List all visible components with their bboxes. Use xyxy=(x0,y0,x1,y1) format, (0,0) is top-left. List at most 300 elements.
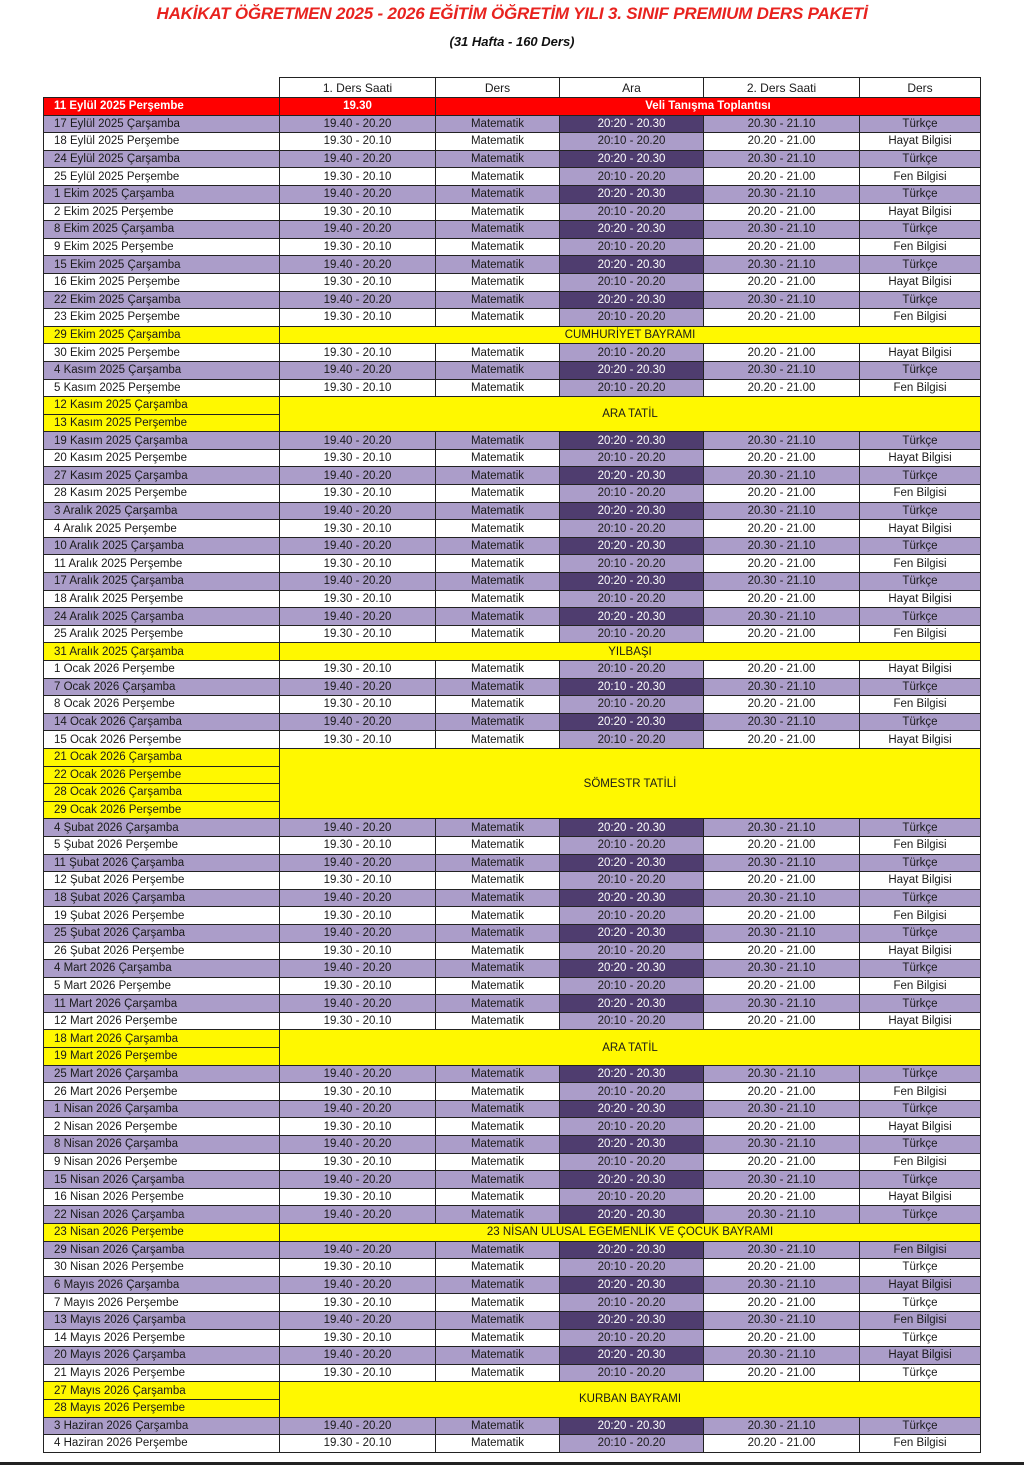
row-date: 15 Nisan 2026 Çarşamba xyxy=(44,1171,280,1189)
second-lesson-time: 20.20 - 21.00 xyxy=(704,1153,860,1171)
first-subject: Matematik xyxy=(436,1364,560,1382)
first-subject: Matematik xyxy=(436,1153,560,1171)
first-subject: Matematik xyxy=(436,1118,560,1136)
lesson-row xyxy=(44,1136,981,1154)
second-lesson-time: 20.30 - 21.10 xyxy=(704,1347,860,1365)
lesson-row xyxy=(44,1012,981,1030)
holiday-label: 23 NİSAN ULUSAL EGEMENLİK VE ÇOCUK BAYRAMI xyxy=(280,1224,981,1242)
second-lesson-time: 20.20 - 21.00 xyxy=(704,625,860,643)
first-lesson-time: 19.40 - 20.20 xyxy=(280,1100,436,1118)
holiday-row xyxy=(44,326,981,344)
lesson-row xyxy=(44,573,981,591)
first-lesson-time: 19.40 - 20.20 xyxy=(280,960,436,978)
first-subject: Matematik xyxy=(436,1329,560,1347)
first-lesson-time: 19.30 - 20.10 xyxy=(280,872,436,890)
lesson-row xyxy=(44,872,981,890)
second-subject: Fen Bilgisi xyxy=(860,485,981,503)
lesson-row xyxy=(44,185,981,203)
first-subject: Matematik xyxy=(436,150,560,168)
second-subject: Fen Bilgisi xyxy=(860,1083,981,1101)
second-lesson-time: 20.30 - 21.10 xyxy=(704,1417,860,1435)
second-lesson-time: 20.30 - 21.10 xyxy=(704,713,860,731)
break-time: 20:10 - 20.20 xyxy=(560,520,704,538)
lesson-row xyxy=(44,889,981,907)
first-lesson-time: 19.40 - 20.20 xyxy=(280,713,436,731)
lesson-row xyxy=(44,1065,981,1083)
second-lesson-time: 20.20 - 21.00 xyxy=(704,661,860,679)
second-subject: Hayat Bilgisi xyxy=(860,590,981,608)
lesson-row xyxy=(44,696,981,714)
lesson-row xyxy=(44,1083,981,1101)
row-date: 4 Şubat 2026 Çarşamba xyxy=(44,819,280,837)
second-subject: Türkçe xyxy=(860,678,981,696)
row-date: 19 Kasım 2025 Çarşamba xyxy=(44,432,280,450)
break-time: 20:20 - 20.30 xyxy=(560,115,704,133)
lesson-row xyxy=(44,1188,981,1206)
break-time: 20:10 - 20.20 xyxy=(560,555,704,573)
first-subject: Matematik xyxy=(436,1435,560,1453)
second-lesson-time: 20.30 - 21.10 xyxy=(704,1241,860,1259)
break-time: 20:10 - 20.20 xyxy=(560,133,704,151)
row-date: 11 Mart 2026 Çarşamba xyxy=(44,995,280,1013)
first-subject: Matematik xyxy=(436,133,560,151)
first-lesson-time: 19.40 - 20.20 xyxy=(280,221,436,239)
first-subject: Matematik xyxy=(436,502,560,520)
second-subject: Türkçe xyxy=(860,291,981,309)
row-date: 28 Kasım 2025 Perşembe xyxy=(44,485,280,503)
lesson-row xyxy=(44,150,981,168)
first-subject: Matematik xyxy=(436,678,560,696)
header-blank xyxy=(44,78,280,98)
break-time: 20:20 - 20.30 xyxy=(560,150,704,168)
lesson-row xyxy=(44,485,981,503)
lesson-row xyxy=(44,819,981,837)
first-lesson-time: 19.30 - 20.10 xyxy=(280,1118,436,1136)
first-subject: Matematik xyxy=(436,221,560,239)
second-lesson-time: 20.30 - 21.10 xyxy=(704,256,860,274)
first-lesson-time: 19.40 - 20.20 xyxy=(280,150,436,168)
second-subject: Fen Bilgisi xyxy=(860,836,981,854)
second-lesson-time: 20.20 - 21.00 xyxy=(704,977,860,995)
second-subject: Türkçe xyxy=(860,150,981,168)
break-time: 20:20 - 20.30 xyxy=(560,1171,704,1189)
row-date: 22 Nisan 2026 Çarşamba xyxy=(44,1206,280,1224)
first-lesson-time: 19.40 - 20.20 xyxy=(280,1311,436,1329)
lesson-row xyxy=(44,924,981,942)
row-date: 26 Şubat 2026 Perşembe xyxy=(44,942,280,960)
holiday-row xyxy=(44,748,981,766)
first-subject: Matematik xyxy=(436,1206,560,1224)
second-subject: Hayat Bilgisi xyxy=(860,872,981,890)
lesson-row xyxy=(44,1294,981,1312)
row-date: 1 Ekim 2025 Çarşamba xyxy=(44,185,280,203)
first-lesson-time: 19.30 - 20.10 xyxy=(280,344,436,362)
first-subject: Matematik xyxy=(436,291,560,309)
break-time: 20:10 - 20.20 xyxy=(560,1118,704,1136)
second-subject: Hayat Bilgisi xyxy=(860,520,981,538)
lesson-row xyxy=(44,309,981,327)
first-lesson-time: 19.30 - 20.10 xyxy=(280,485,436,503)
second-subject: Türkçe xyxy=(860,713,981,731)
second-subject: Hayat Bilgisi xyxy=(860,731,981,749)
break-time: 20:10 - 20.20 xyxy=(560,907,704,925)
row-date: 21 Ocak 2026 Çarşamba xyxy=(44,748,280,766)
row-date: 7 Ocak 2026 Çarşamba xyxy=(44,678,280,696)
second-lesson-time: 20.30 - 21.10 xyxy=(704,995,860,1013)
row-date: 31 Aralık 2025 Çarşamba xyxy=(44,643,280,661)
second-subject: Türkçe xyxy=(860,1171,981,1189)
break-time: 20:20 - 20.30 xyxy=(560,1241,704,1259)
first-subject: Matematik xyxy=(436,819,560,837)
lesson-row xyxy=(44,291,981,309)
second-subject: Fen Bilgisi xyxy=(860,907,981,925)
second-lesson-time: 20.30 - 21.10 xyxy=(704,1065,860,1083)
second-subject: Fen Bilgisi xyxy=(860,379,981,397)
second-subject: Hayat Bilgisi xyxy=(860,344,981,362)
break-time: 20:10 - 20.20 xyxy=(560,1153,704,1171)
second-subject: Türkçe xyxy=(860,502,981,520)
lesson-row xyxy=(44,713,981,731)
lesson-row xyxy=(44,960,981,978)
first-subject: Matematik xyxy=(436,520,560,538)
first-subject: Matematik xyxy=(436,942,560,960)
break-time: 20:20 - 20.30 xyxy=(560,1206,704,1224)
header-second-subject: Ders xyxy=(860,78,981,98)
row-date: 5 Mart 2026 Perşembe xyxy=(44,977,280,995)
lesson-row xyxy=(44,1435,981,1453)
lesson-row xyxy=(44,731,981,749)
row-date: 22 Ekim 2025 Çarşamba xyxy=(44,291,280,309)
first-subject: Matematik xyxy=(436,1241,560,1259)
break-time: 20:20 - 20.30 xyxy=(560,432,704,450)
row-date: 2 Nisan 2026 Perşembe xyxy=(44,1118,280,1136)
second-lesson-time: 20.30 - 21.10 xyxy=(704,115,860,133)
bottom-divider xyxy=(0,1462,1024,1465)
second-subject: Türkçe xyxy=(860,854,981,872)
break-time: 20:10 - 20.20 xyxy=(560,203,704,221)
first-lesson-time: 19.40 - 20.20 xyxy=(280,502,436,520)
row-date: 14 Ocak 2026 Çarşamba xyxy=(44,713,280,731)
row-date: 13 Kasım 2025 Perşembe xyxy=(44,414,280,432)
first-lesson-time: 19.30 - 20.10 xyxy=(280,1329,436,1347)
break-time: 20:10 - 20.20 xyxy=(560,1012,704,1030)
break-time: 20:10 - 20.20 xyxy=(560,625,704,643)
second-subject: Türkçe xyxy=(860,115,981,133)
first-lesson-time: 19.40 - 20.20 xyxy=(280,467,436,485)
second-lesson-time: 20.30 - 21.10 xyxy=(704,467,860,485)
second-subject: Türkçe xyxy=(860,185,981,203)
second-subject: Türkçe xyxy=(860,924,981,942)
first-lesson-time: 19.30 - 20.10 xyxy=(280,836,436,854)
second-subject: Türkçe xyxy=(860,1294,981,1312)
row-date: 22 Ocak 2026 Perşembe xyxy=(44,766,280,784)
row-date: 12 Mart 2026 Perşembe xyxy=(44,1012,280,1030)
second-subject: Fen Bilgisi xyxy=(860,555,981,573)
second-subject: Türkçe xyxy=(860,467,981,485)
second-subject: Türkçe xyxy=(860,1364,981,1382)
second-lesson-time: 20.20 - 21.00 xyxy=(704,238,860,256)
second-lesson-time: 20.30 - 21.10 xyxy=(704,221,860,239)
row-date: 29 Nisan 2026 Çarşamba xyxy=(44,1241,280,1259)
lesson-row xyxy=(44,907,981,925)
first-subject: Matematik xyxy=(436,696,560,714)
row-date: 4 Kasım 2025 Çarşamba xyxy=(44,361,280,379)
second-lesson-time: 20.30 - 21.10 xyxy=(704,678,860,696)
first-subject: Matematik xyxy=(436,203,560,221)
row-date: 3 Aralık 2025 Çarşamba xyxy=(44,502,280,520)
second-subject: Fen Bilgisi xyxy=(860,1153,981,1171)
page-subtitle: (31 Hafta - 160 Ders) xyxy=(449,34,575,49)
first-subject: Matematik xyxy=(436,960,560,978)
second-subject: Türkçe xyxy=(860,1417,981,1435)
first-subject: Matematik xyxy=(436,907,560,925)
second-lesson-time: 20.20 - 21.00 xyxy=(704,590,860,608)
break-time: 20:20 - 20.30 xyxy=(560,924,704,942)
holiday-row xyxy=(44,397,981,415)
second-lesson-time: 20.20 - 21.00 xyxy=(704,309,860,327)
lesson-row xyxy=(44,1276,981,1294)
break-time: 20:20 - 20.30 xyxy=(560,1311,704,1329)
first-subject: Matematik xyxy=(436,168,560,186)
first-lesson-time: 19.40 - 20.20 xyxy=(280,256,436,274)
first-lesson-time: 19.40 - 20.20 xyxy=(280,1241,436,1259)
break-time: 20:20 - 20.30 xyxy=(560,221,704,239)
second-subject: Hayat Bilgisi xyxy=(860,1188,981,1206)
first-lesson-time: 19.30 - 20.10 xyxy=(280,731,436,749)
first-subject: Matematik xyxy=(436,379,560,397)
break-time: 20:20 - 20.30 xyxy=(560,713,704,731)
first-subject: Matematik xyxy=(436,731,560,749)
first-subject: Matematik xyxy=(436,432,560,450)
row-date: 26 Mart 2026 Perşembe xyxy=(44,1083,280,1101)
row-date: 12 Şubat 2026 Perşembe xyxy=(44,872,280,890)
second-lesson-time: 20.20 - 21.00 xyxy=(704,1259,860,1277)
first-lesson-time: 19.30 - 20.10 xyxy=(280,449,436,467)
first-subject: Matematik xyxy=(436,309,560,327)
first-subject: Matematik xyxy=(436,467,560,485)
row-date: 13 Mayıs 2026 Çarşamba xyxy=(44,1311,280,1329)
lesson-row xyxy=(44,502,981,520)
row-date: 30 Ekim 2025 Perşembe xyxy=(44,344,280,362)
first-lesson-time: 19.40 - 20.20 xyxy=(280,115,436,133)
first-lesson-time: 19.40 - 20.20 xyxy=(280,537,436,555)
first-lesson-time: 19.40 - 20.20 xyxy=(280,995,436,1013)
break-time: 20:10 - 20.20 xyxy=(560,942,704,960)
first-subject: Matematik xyxy=(436,273,560,291)
lesson-row xyxy=(44,942,981,960)
second-lesson-time: 20.20 - 21.00 xyxy=(704,273,860,291)
second-lesson-time: 20.20 - 21.00 xyxy=(704,1364,860,1382)
row-date: 24 Eylül 2025 Çarşamba xyxy=(44,150,280,168)
first-subject: Matematik xyxy=(436,537,560,555)
second-subject: Hayat Bilgisi xyxy=(860,1347,981,1365)
first-subject: Matematik xyxy=(436,1188,560,1206)
second-subject: Fen Bilgisi xyxy=(860,309,981,327)
lesson-row xyxy=(44,467,981,485)
first-lesson-time: 19.40 - 20.20 xyxy=(280,432,436,450)
second-lesson-time: 20.30 - 21.10 xyxy=(704,150,860,168)
break-time: 20:10 - 20.20 xyxy=(560,1188,704,1206)
second-lesson-time: 20.30 - 21.10 xyxy=(704,1311,860,1329)
row-date: 15 Ekim 2025 Çarşamba xyxy=(44,256,280,274)
first-lesson-time: 19.30 - 20.10 xyxy=(280,1259,436,1277)
break-time: 20:20 - 20.30 xyxy=(560,1417,704,1435)
first-subject: Matematik xyxy=(436,1100,560,1118)
row-date: 2 Ekim 2025 Perşembe xyxy=(44,203,280,221)
second-lesson-time: 20.30 - 21.10 xyxy=(704,1206,860,1224)
first-subject: Matematik xyxy=(436,256,560,274)
meeting-row xyxy=(44,98,981,116)
lesson-row xyxy=(44,449,981,467)
row-date: 5 Kasım 2025 Perşembe xyxy=(44,379,280,397)
first-subject: Matematik xyxy=(436,344,560,362)
second-lesson-time: 20.20 - 21.00 xyxy=(704,168,860,186)
first-subject: Matematik xyxy=(436,977,560,995)
first-lesson-time: 19.30 - 20.10 xyxy=(280,1153,436,1171)
second-subject: Türkçe xyxy=(860,1259,981,1277)
lesson-row xyxy=(44,1364,981,1382)
break-time: 20:10 - 20.20 xyxy=(560,731,704,749)
lesson-row xyxy=(44,168,981,186)
second-subject: Türkçe xyxy=(860,960,981,978)
second-subject: Fen Bilgisi xyxy=(860,168,981,186)
first-lesson-time: 19.30 - 20.10 xyxy=(280,590,436,608)
row-date: 4 Aralık 2025 Perşembe xyxy=(44,520,280,538)
row-date: 23 Ekim 2025 Perşembe xyxy=(44,309,280,327)
second-lesson-time: 20.20 - 21.00 xyxy=(704,133,860,151)
schedule-body xyxy=(44,98,981,1453)
row-date: 15 Ocak 2026 Perşembe xyxy=(44,731,280,749)
holiday-row xyxy=(44,643,981,661)
second-subject: Hayat Bilgisi xyxy=(860,449,981,467)
holiday-label: YILBAŞI xyxy=(280,643,981,661)
first-subject: Matematik xyxy=(436,1171,560,1189)
second-lesson-time: 20.30 - 21.10 xyxy=(704,291,860,309)
lesson-row xyxy=(44,1417,981,1435)
first-subject: Matematik xyxy=(436,625,560,643)
break-time: 20:10 - 20.20 xyxy=(560,168,704,186)
first-subject: Matematik xyxy=(436,924,560,942)
second-subject: Türkçe xyxy=(860,608,981,626)
lesson-row xyxy=(44,1100,981,1118)
second-subject: Hayat Bilgisi xyxy=(860,133,981,151)
row-date: 27 Kasım 2025 Çarşamba xyxy=(44,467,280,485)
page-title: HAKİKAT ÖĞRETMEN 2025 - 2026 EĞİTİM ÖĞRETİM YILI 3. SINIF PREMIUM DERS PAKETİ xyxy=(156,4,868,23)
lesson-row xyxy=(44,1311,981,1329)
second-subject: Fen Bilgisi xyxy=(860,1311,981,1329)
first-subject: Matematik xyxy=(436,1417,560,1435)
second-subject: Türkçe xyxy=(860,1329,981,1347)
lesson-row xyxy=(44,203,981,221)
schedule-table xyxy=(43,77,981,1453)
row-date: 23 Nisan 2026 Perşembe xyxy=(44,1224,280,1242)
second-subject: Türkçe xyxy=(860,1206,981,1224)
header-second-lesson-time: 2. Ders Saati xyxy=(704,78,860,98)
first-lesson-time: 19.30 - 20.10 xyxy=(280,1083,436,1101)
row-date: 17 Aralık 2025 Çarşamba xyxy=(44,573,280,591)
first-lesson-time: 19.40 - 20.20 xyxy=(280,924,436,942)
second-subject: Türkçe xyxy=(860,537,981,555)
row-date: 20 Mayıs 2026 Çarşamba xyxy=(44,1347,280,1365)
first-lesson-time: 19.40 - 20.20 xyxy=(280,1065,436,1083)
holiday-row xyxy=(44,1382,981,1400)
row-date: 9 Ekim 2025 Perşembe xyxy=(44,238,280,256)
holiday-label: ARA TATİL xyxy=(280,397,981,432)
row-date: 29 Ocak 2026 Perşembe xyxy=(44,801,280,819)
row-date: 8 Ocak 2026 Perşembe xyxy=(44,696,280,714)
lesson-row xyxy=(44,625,981,643)
row-date: 30 Nisan 2026 Perşembe xyxy=(44,1259,280,1277)
first-lesson-time: 19.30 - 20.10 xyxy=(280,273,436,291)
first-lesson-time: 19.40 - 20.20 xyxy=(280,1171,436,1189)
row-date: 9 Nisan 2026 Perşembe xyxy=(44,1153,280,1171)
second-subject: Türkçe xyxy=(860,819,981,837)
second-lesson-time: 20.20 - 21.00 xyxy=(704,555,860,573)
first-lesson-time: 19.40 - 20.20 xyxy=(280,819,436,837)
break-time: 20:20 - 20.30 xyxy=(560,361,704,379)
break-time: 20:10 - 20.20 xyxy=(560,449,704,467)
break-time: 20:10 - 20.20 xyxy=(560,238,704,256)
row-date: 29 Ekim 2025 Çarşamba xyxy=(44,326,280,344)
row-date: 16 Ekim 2025 Perşembe xyxy=(44,273,280,291)
second-lesson-time: 20.20 - 21.00 xyxy=(704,942,860,960)
break-time: 20:10 - 20.20 xyxy=(560,1364,704,1382)
second-subject: Türkçe xyxy=(860,995,981,1013)
second-lesson-time: 20.30 - 21.10 xyxy=(704,185,860,203)
first-lesson-time: 19.30 - 20.10 xyxy=(280,379,436,397)
row-date: 8 Nisan 2026 Çarşamba xyxy=(44,1136,280,1154)
break-time: 20:10 - 20.20 xyxy=(560,344,704,362)
lesson-row xyxy=(44,221,981,239)
row-date: 27 Mayıs 2026 Çarşamba xyxy=(44,1382,280,1400)
first-subject: Matematik xyxy=(436,185,560,203)
second-subject: Türkçe xyxy=(860,221,981,239)
second-lesson-time: 20.20 - 21.00 xyxy=(704,1294,860,1312)
first-lesson-time: 19.30 - 20.10 xyxy=(280,1012,436,1030)
holiday-label: CUMHURİYET BAYRAMI xyxy=(280,326,981,344)
lesson-row xyxy=(44,238,981,256)
second-lesson-time: 20.20 - 21.00 xyxy=(704,1012,860,1030)
second-lesson-time: 20.30 - 21.10 xyxy=(704,960,860,978)
break-time: 20:20 - 20.30 xyxy=(560,889,704,907)
second-lesson-time: 20.30 - 21.10 xyxy=(704,608,860,626)
break-time: 20:20 - 20.30 xyxy=(560,819,704,837)
first-lesson-time: 19.30 - 20.10 xyxy=(280,661,436,679)
lesson-row xyxy=(44,1347,981,1365)
second-lesson-time: 20.20 - 21.00 xyxy=(704,344,860,362)
first-subject: Matematik xyxy=(436,449,560,467)
row-date: 5 Şubat 2026 Perşembe xyxy=(44,836,280,854)
first-subject: Matematik xyxy=(436,590,560,608)
first-lesson-time: 19.40 - 20.20 xyxy=(280,1206,436,1224)
second-lesson-time: 20.20 - 21.00 xyxy=(704,696,860,714)
break-time: 20:10 - 20.20 xyxy=(560,379,704,397)
row-date: 17 Eylül 2025 Çarşamba xyxy=(44,115,280,133)
break-time: 20:10 - 20.20 xyxy=(560,1294,704,1312)
first-lesson-time: 19.30 - 20.10 xyxy=(280,203,436,221)
second-subject: Türkçe xyxy=(860,1100,981,1118)
first-lesson-time: 19.30 - 20.10 xyxy=(280,555,436,573)
lesson-row xyxy=(44,537,981,555)
break-time: 20:10 - 20.20 xyxy=(560,485,704,503)
first-lesson-time: 19.40 - 20.20 xyxy=(280,573,436,591)
row-date: 28 Mayıs 2026 Perşembe xyxy=(44,1399,280,1417)
row-date: 16 Nisan 2026 Perşembe xyxy=(44,1188,280,1206)
row-date: 20 Kasım 2025 Perşembe xyxy=(44,449,280,467)
first-subject: Matematik xyxy=(436,1065,560,1083)
meeting-label: Veli Tanışma Toplantısı xyxy=(436,98,981,116)
break-time: 20:20 - 20.30 xyxy=(560,185,704,203)
